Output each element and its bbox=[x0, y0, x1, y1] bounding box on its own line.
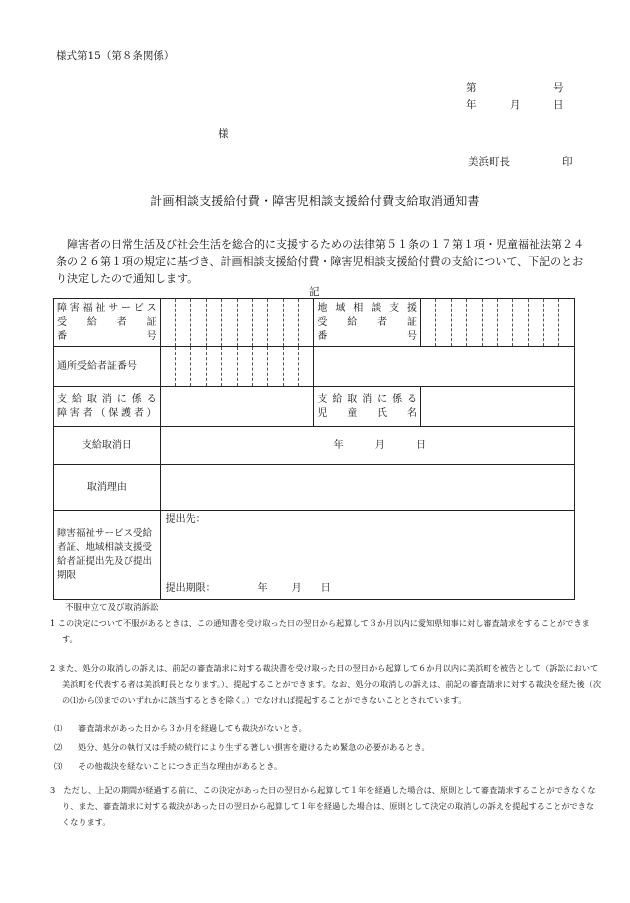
note-item-2-number: ⑵ bbox=[54, 742, 63, 752]
table-row bbox=[54, 347, 575, 387]
regional-cert-digit-cell[interactable] bbox=[451, 299, 466, 347]
commute-cert-digit-cell[interactable] bbox=[252, 347, 267, 387]
child-name-field[interactable] bbox=[421, 387, 575, 427]
form-number: 様式第15（第８条関係） bbox=[56, 50, 175, 62]
note-item-1: 審査請求があった日から３か月を経過しても裁決がないとき。 bbox=[78, 723, 307, 733]
regional-cert-label-line1: 地域相談支援 bbox=[317, 302, 418, 314]
seal-mark: 印 bbox=[562, 156, 573, 168]
regional-cert-digit-cell[interactable] bbox=[497, 299, 512, 347]
regional-cert-digit-cell[interactable] bbox=[513, 299, 528, 347]
regional-cert-digit-cell[interactable] bbox=[482, 299, 497, 347]
commute-cert-digit-cell[interactable] bbox=[206, 347, 221, 387]
child-label-line1: 支給取消に係る bbox=[317, 393, 418, 405]
submit-field[interactable] bbox=[160, 511, 574, 600]
note-item-2: 処分、処分の執行又は手続の続行により生ずる著しい損害を避けるため緊急の必要があるとき。 bbox=[78, 742, 430, 752]
cancel-date-month: 月 bbox=[374, 439, 385, 451]
table-row bbox=[54, 511, 575, 600]
table-row bbox=[54, 299, 575, 347]
welfare-cert-label bbox=[54, 299, 161, 347]
note-item-3-number: ⑶ bbox=[54, 761, 63, 771]
cancel-date-year: 年 bbox=[333, 439, 344, 451]
child-label-line2: 児 童 氏 名 bbox=[317, 407, 418, 419]
notes-heading: 不服申立て及び取消訴訟 bbox=[65, 603, 159, 613]
note-item-3: その他裁決を経ないことにつき正当な理由があるとき。 bbox=[78, 761, 283, 771]
commute-cert-blank bbox=[314, 347, 575, 387]
regional-cert-digit-cell[interactable] bbox=[467, 299, 482, 347]
commute-cert-digit-cell[interactable] bbox=[160, 347, 175, 387]
person-label bbox=[54, 387, 161, 427]
welfare-cert-label-line2: 受 給 者 証 bbox=[57, 316, 157, 328]
note-1: 1 この決定について不服があるときは、この通知書を受け取った日の翌日から起算して３か月以内に愛知県知事に対し審査請求をすることができます。 bbox=[50, 618, 590, 644]
welfare-cert-digit-cell[interactable] bbox=[222, 299, 237, 347]
commute-cert-digit-cell[interactable] bbox=[176, 347, 191, 387]
welfare-cert-digit-cell[interactable] bbox=[299, 299, 314, 347]
reason-field[interactable] bbox=[160, 465, 574, 511]
commute-cert-label: 通所受給者証番号 bbox=[54, 347, 161, 387]
addressee-suffix: 様 bbox=[218, 128, 229, 140]
table-row bbox=[54, 465, 575, 511]
note-3: 3 ただし、上記の期間が経過する前に、この決定があった日の翌日から起算して１年を経過した場合は、原則として審査請求することができなくなり、また、審査請求に対する裁決があった日の翌日から起算して１年を経過した場合は、原則として決定の取消しの訴えを提起することができなくなります。 bbox=[50, 785, 596, 827]
deadline-year: 年 bbox=[257, 583, 268, 594]
regional-cert-digit-cell[interactable] bbox=[421, 299, 436, 347]
note-2: 2 また、処分の取消しの訴えは、前記の審査請求に対する裁決書を受け取った日の翌日から起算して６か月以内に美浜町を被告として（訴訟において美浜町を代表する者は美浜町長となります。）、提起することができます。なお、処分の取消しの訴えは、前記の審査請求に対する裁決を経た後（次の⑴から⑶までのいずれかに該当するときを除く。）でなければ提起することができないこととされています。 bbox=[50, 663, 602, 705]
welfare-cert-digit-cell[interactable] bbox=[160, 299, 175, 347]
submit-label: 障害福祉サービス受給者証、地域相談支援受給者証提出先及び提出期限 bbox=[54, 511, 161, 600]
deadline-day: 日 bbox=[320, 583, 331, 594]
table-row bbox=[54, 387, 575, 427]
welfare-cert-digit-cell[interactable] bbox=[206, 299, 221, 347]
child-label bbox=[314, 387, 421, 427]
regional-cert-label-line2: 受 給 者 証 bbox=[317, 316, 418, 328]
submit-deadline-label: 提出期限： bbox=[165, 583, 216, 594]
regional-cert-label-line3: 番 号 bbox=[317, 330, 418, 342]
reason-label: 取消理由 bbox=[54, 465, 161, 511]
date-year: 年 bbox=[466, 99, 477, 111]
regional-cert-digit-cell[interactable] bbox=[436, 299, 451, 347]
cancel-date-field[interactable] bbox=[160, 427, 574, 465]
commute-cert-digit-cell[interactable] bbox=[283, 347, 298, 387]
person-label-line2: 障害者（保護者） bbox=[57, 407, 157, 419]
welfare-cert-label-line3: 番 号 bbox=[57, 330, 157, 342]
person-label-line1: 支給取消に係る bbox=[57, 393, 157, 405]
welfare-cert-digit-cell[interactable] bbox=[268, 299, 283, 347]
ki-heading: 記 bbox=[309, 286, 320, 298]
date-day: 日 bbox=[553, 99, 564, 111]
cancel-date-label: 支給取消日 bbox=[54, 427, 161, 465]
regional-cert-digit-cell[interactable] bbox=[528, 299, 543, 347]
person-name-field[interactable] bbox=[160, 387, 314, 427]
deadline-month: 月 bbox=[291, 583, 302, 594]
document-no-prefix: 第 bbox=[466, 82, 477, 94]
welfare-cert-label-line1: 障害福祉サービス bbox=[57, 302, 157, 314]
welfare-cert-digit-cell[interactable] bbox=[283, 299, 298, 347]
commute-cert-digit-cell[interactable] bbox=[191, 347, 206, 387]
welfare-cert-digit-cell[interactable] bbox=[176, 299, 191, 347]
document-no-suffix: 号 bbox=[553, 82, 564, 94]
regional-cert-label bbox=[314, 299, 421, 347]
note-item-1-number: ⑴ bbox=[54, 723, 63, 733]
regional-cert-digit-cell[interactable] bbox=[559, 299, 575, 347]
welfare-cert-digit-cell[interactable] bbox=[252, 299, 267, 347]
intro-paragraph: 障害者の日常生活及び社会生活を総合的に支援するための法律第５１条の１７第１項・児童福祉法第２４条の２６第１項の規定に基づき、計画相談支援給付費・障害児相談支援給付費の支給について、下記のとおり決定したので通知します。 bbox=[56, 238, 584, 285]
issuer-name: 美浜町長 bbox=[468, 156, 510, 168]
regional-cert-digit-cell[interactable] bbox=[544, 299, 559, 347]
table-row bbox=[54, 427, 575, 465]
date-month: 月 bbox=[510, 99, 521, 111]
cancel-date-day: 日 bbox=[416, 439, 427, 451]
commute-cert-digit-cell[interactable] bbox=[237, 347, 252, 387]
details-table bbox=[53, 298, 575, 600]
commute-cert-digit-cell[interactable] bbox=[299, 347, 314, 387]
commute-cert-digit-cell[interactable] bbox=[222, 347, 237, 387]
commute-cert-digit-cell[interactable] bbox=[268, 347, 283, 387]
document-title: 計画相談支援給付費・障害児相談支援給付費支給取消通知書 bbox=[150, 194, 480, 208]
welfare-cert-digit-cell[interactable] bbox=[237, 299, 252, 347]
submit-to-label: 提出先： bbox=[165, 514, 206, 525]
welfare-cert-digit-cell[interactable] bbox=[191, 299, 206, 347]
